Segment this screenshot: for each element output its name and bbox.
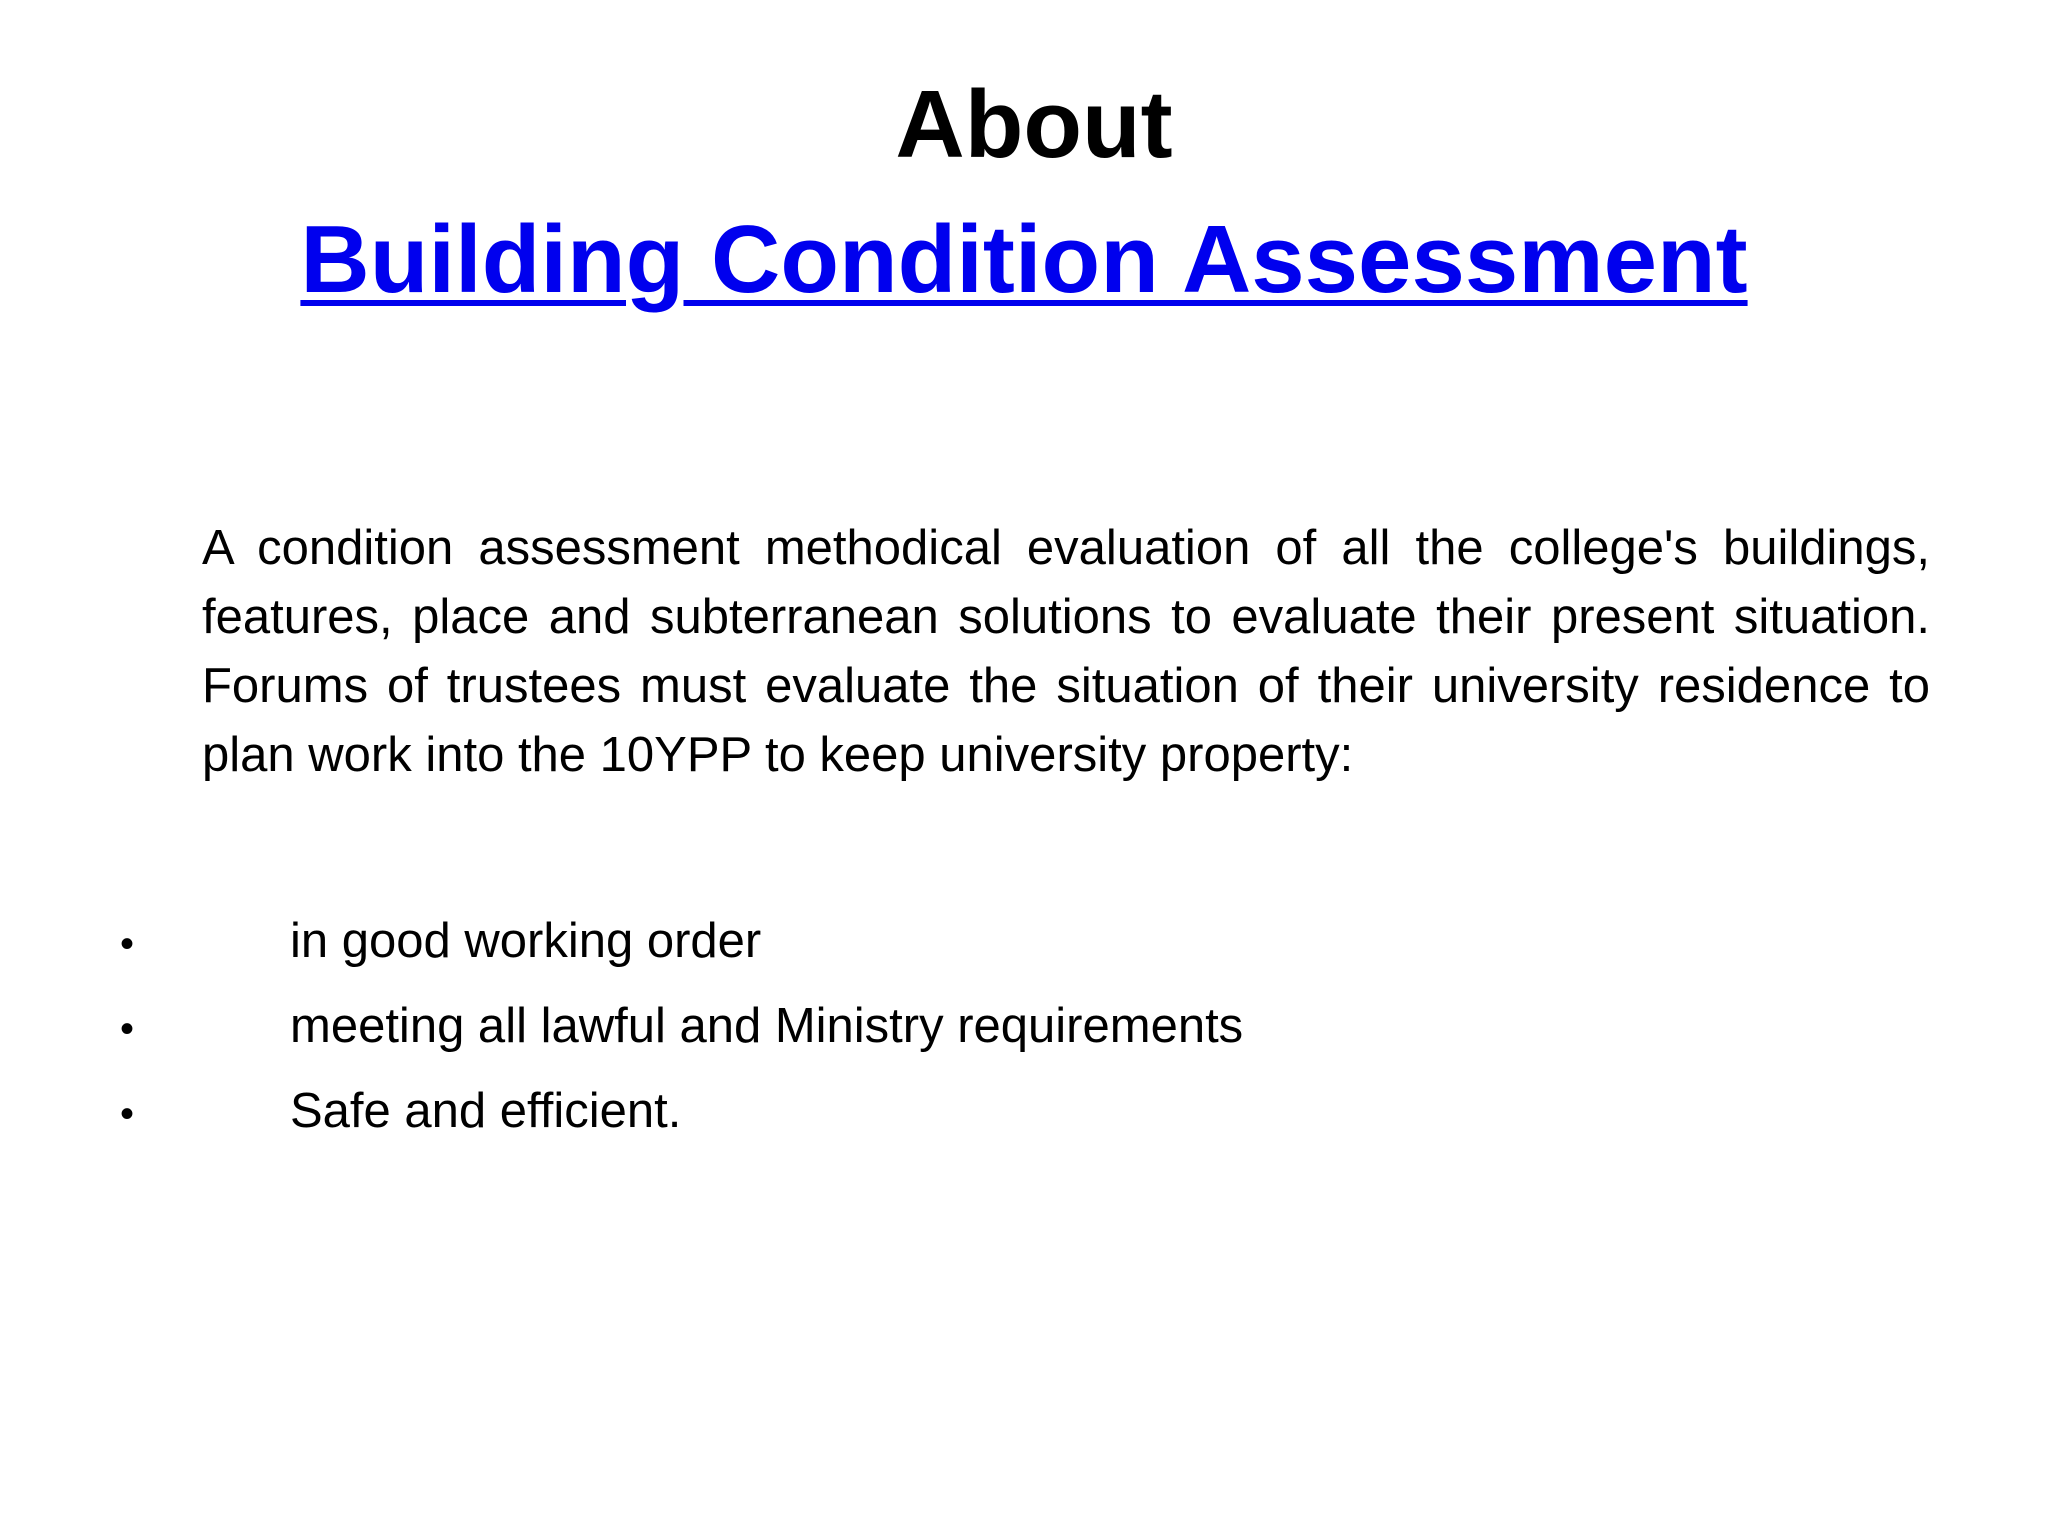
list-item <box>120 985 1920 1070</box>
bullet-list <box>120 900 1920 1155</box>
body-paragraph: A condition assessment methodical evaluation of all the college's buildings, features, place and subterranean solutions to evaluate their present situation. Forums of trustees must evaluate the situation of their university residence to plan work into the 10YPP to keep university property: <box>202 521 1930 782</box>
slide-title: About <box>895 71 1173 178</box>
list-item-text: meeting all lawful and Ministry requirements <box>290 999 1244 1053</box>
list-item <box>120 900 1920 985</box>
title-block <box>0 60 2048 330</box>
building-condition-assessment-link[interactable]: Building Condition Assessment <box>300 206 1748 313</box>
bullet-icon: • <box>120 1092 135 1136</box>
list-item-text: Safe and efficient. <box>290 1084 682 1138</box>
list-item-text: in good working order <box>290 914 762 968</box>
list-item <box>120 1070 1920 1155</box>
bullet-icon: • <box>120 1007 135 1051</box>
bullet-icon: • <box>120 922 135 966</box>
